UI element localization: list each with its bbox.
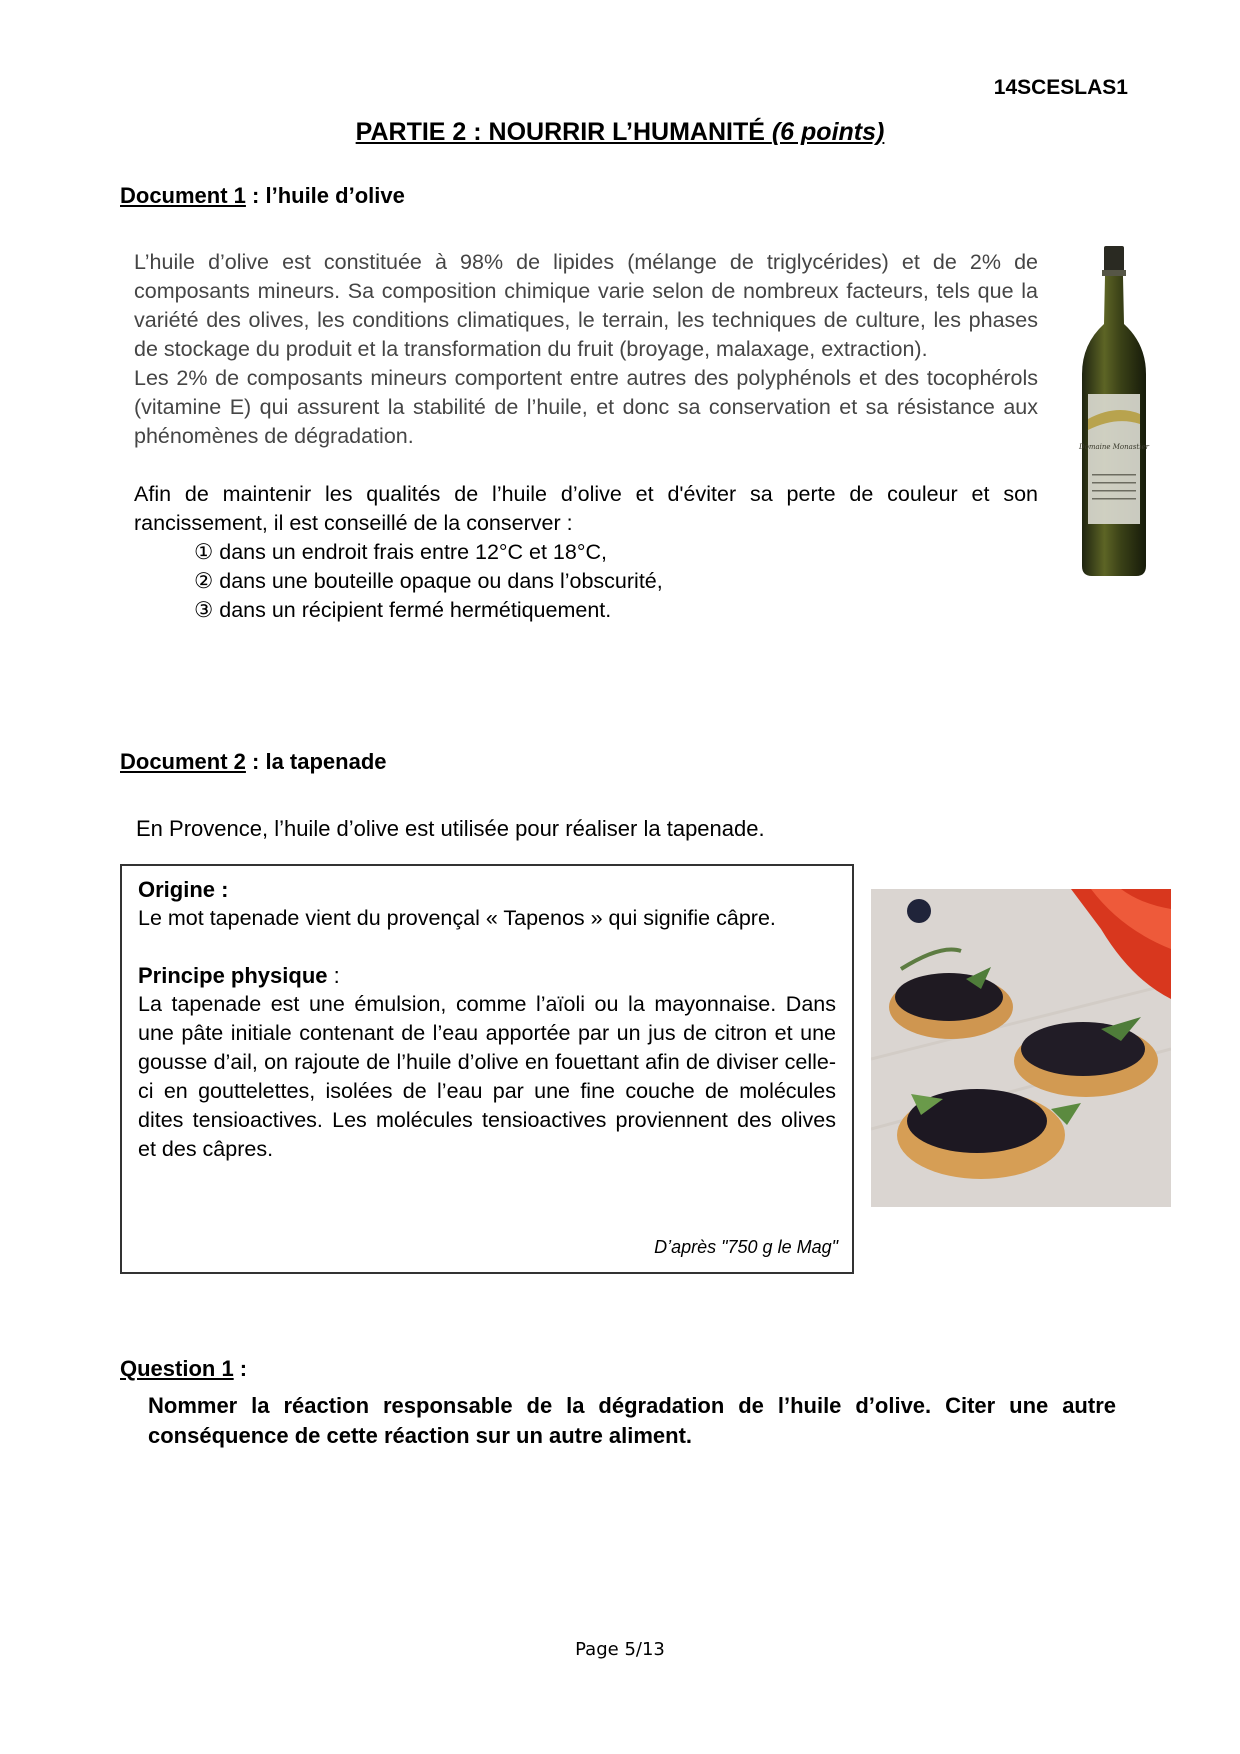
bottle-label-text: Domaine Monastier — [1079, 443, 1149, 451]
question1-heading — [120, 1356, 247, 1382]
document1-title: : l’huile d’olive — [245, 183, 405, 208]
principle-colon: : — [327, 963, 340, 988]
source-citation: D’après "750 g le Mag" — [654, 1237, 838, 1257]
question1-colon: : — [233, 1356, 248, 1381]
list-item: ① dans un endroit frais entre 12°C et 18°C, — [194, 540, 607, 564]
storage-list — [134, 538, 1038, 625]
document1-heading — [120, 183, 405, 209]
tapenade-info-box — [120, 864, 854, 1274]
list-item: ③ dans un récipient fermé hermétiquement. — [194, 598, 612, 622]
origin-text: Le mot tapenade vient du provençal « Tapenos » qui signifie câpre. — [138, 906, 776, 930]
exam-code: 14SCESLAS1 — [993, 76, 1128, 99]
document2-label: Document 2 — [120, 749, 246, 774]
document1-label: Document 1 — [120, 183, 246, 208]
document1-paragraph-1: L’huile d’olive est constituée à 98% de lipides (mélange de triglycérides) et de 2% de composants mineurs. Sa composition chimique varie selon de nombreux facteurs, tels que la variété des olives, les conditions climatiques, le terrain, les techniques de culture, les phases de stockage du produit et la transformation du fruit (broyage, malaxage, extraction). — [134, 250, 1038, 361]
document2-intro: En Provence, l’huile d’olive est utilisée pour réaliser la tapenade. — [136, 816, 765, 841]
document1-paragraph-3: Afin de maintenir les qualités de l’huile d’olive et d'éviter sa perte de couleur et son rancissement, il est conseillé de la conserver : — [134, 482, 1038, 535]
list-item: ② dans une bouteille opaque ou dans l’obscurité, — [194, 569, 663, 593]
page-title — [0, 118, 1240, 147]
question1-label: Question 1 — [120, 1356, 234, 1381]
principle-text: La tapenade est une émulsion, comme l’aïoli ou la mayonnaise. Dans une pâte initiale contenant de l’eau apportée par un jus de citron et une gousse d’ail, on rajoute de l’huile d’olive en fouettant afin de diviser celle-ci en gouttelettes, isolées de l’eau par une fine couche de molécules dites tensioactives. Les molécules tensioactives proviennent des olives et des câpres. — [138, 992, 836, 1161]
principle-title: Principe physique — [138, 963, 328, 988]
title-main: PARTIE 2 : NOURRIR L’HUMANITÉ — [355, 118, 772, 146]
page-number: Page 5/13 — [575, 1639, 665, 1660]
origin-title: Origine : — [138, 877, 229, 902]
question1-text: Nommer la réaction responsable de la dégradation de l’huile d’olive. Citer une autre conséquence de cette réaction sur un autre aliment. — [148, 1393, 1116, 1448]
olive-oil-bottle-image — [1076, 244, 1152, 580]
document2-title: : la tapenade — [245, 749, 387, 774]
tapenade-photo — [871, 889, 1171, 1207]
document1-body — [134, 248, 1038, 625]
document2-heading — [120, 749, 387, 775]
title-points: (6 points) — [771, 118, 885, 146]
document1-paragraph-2: Les 2% de composants mineurs comportent entre autres des polyphénols et des tocophérols (vitamine E) qui assurent la stabilité de l’huile, et donc sa conservation et sa résistance aux phénomènes de dégradation. — [134, 366, 1038, 448]
